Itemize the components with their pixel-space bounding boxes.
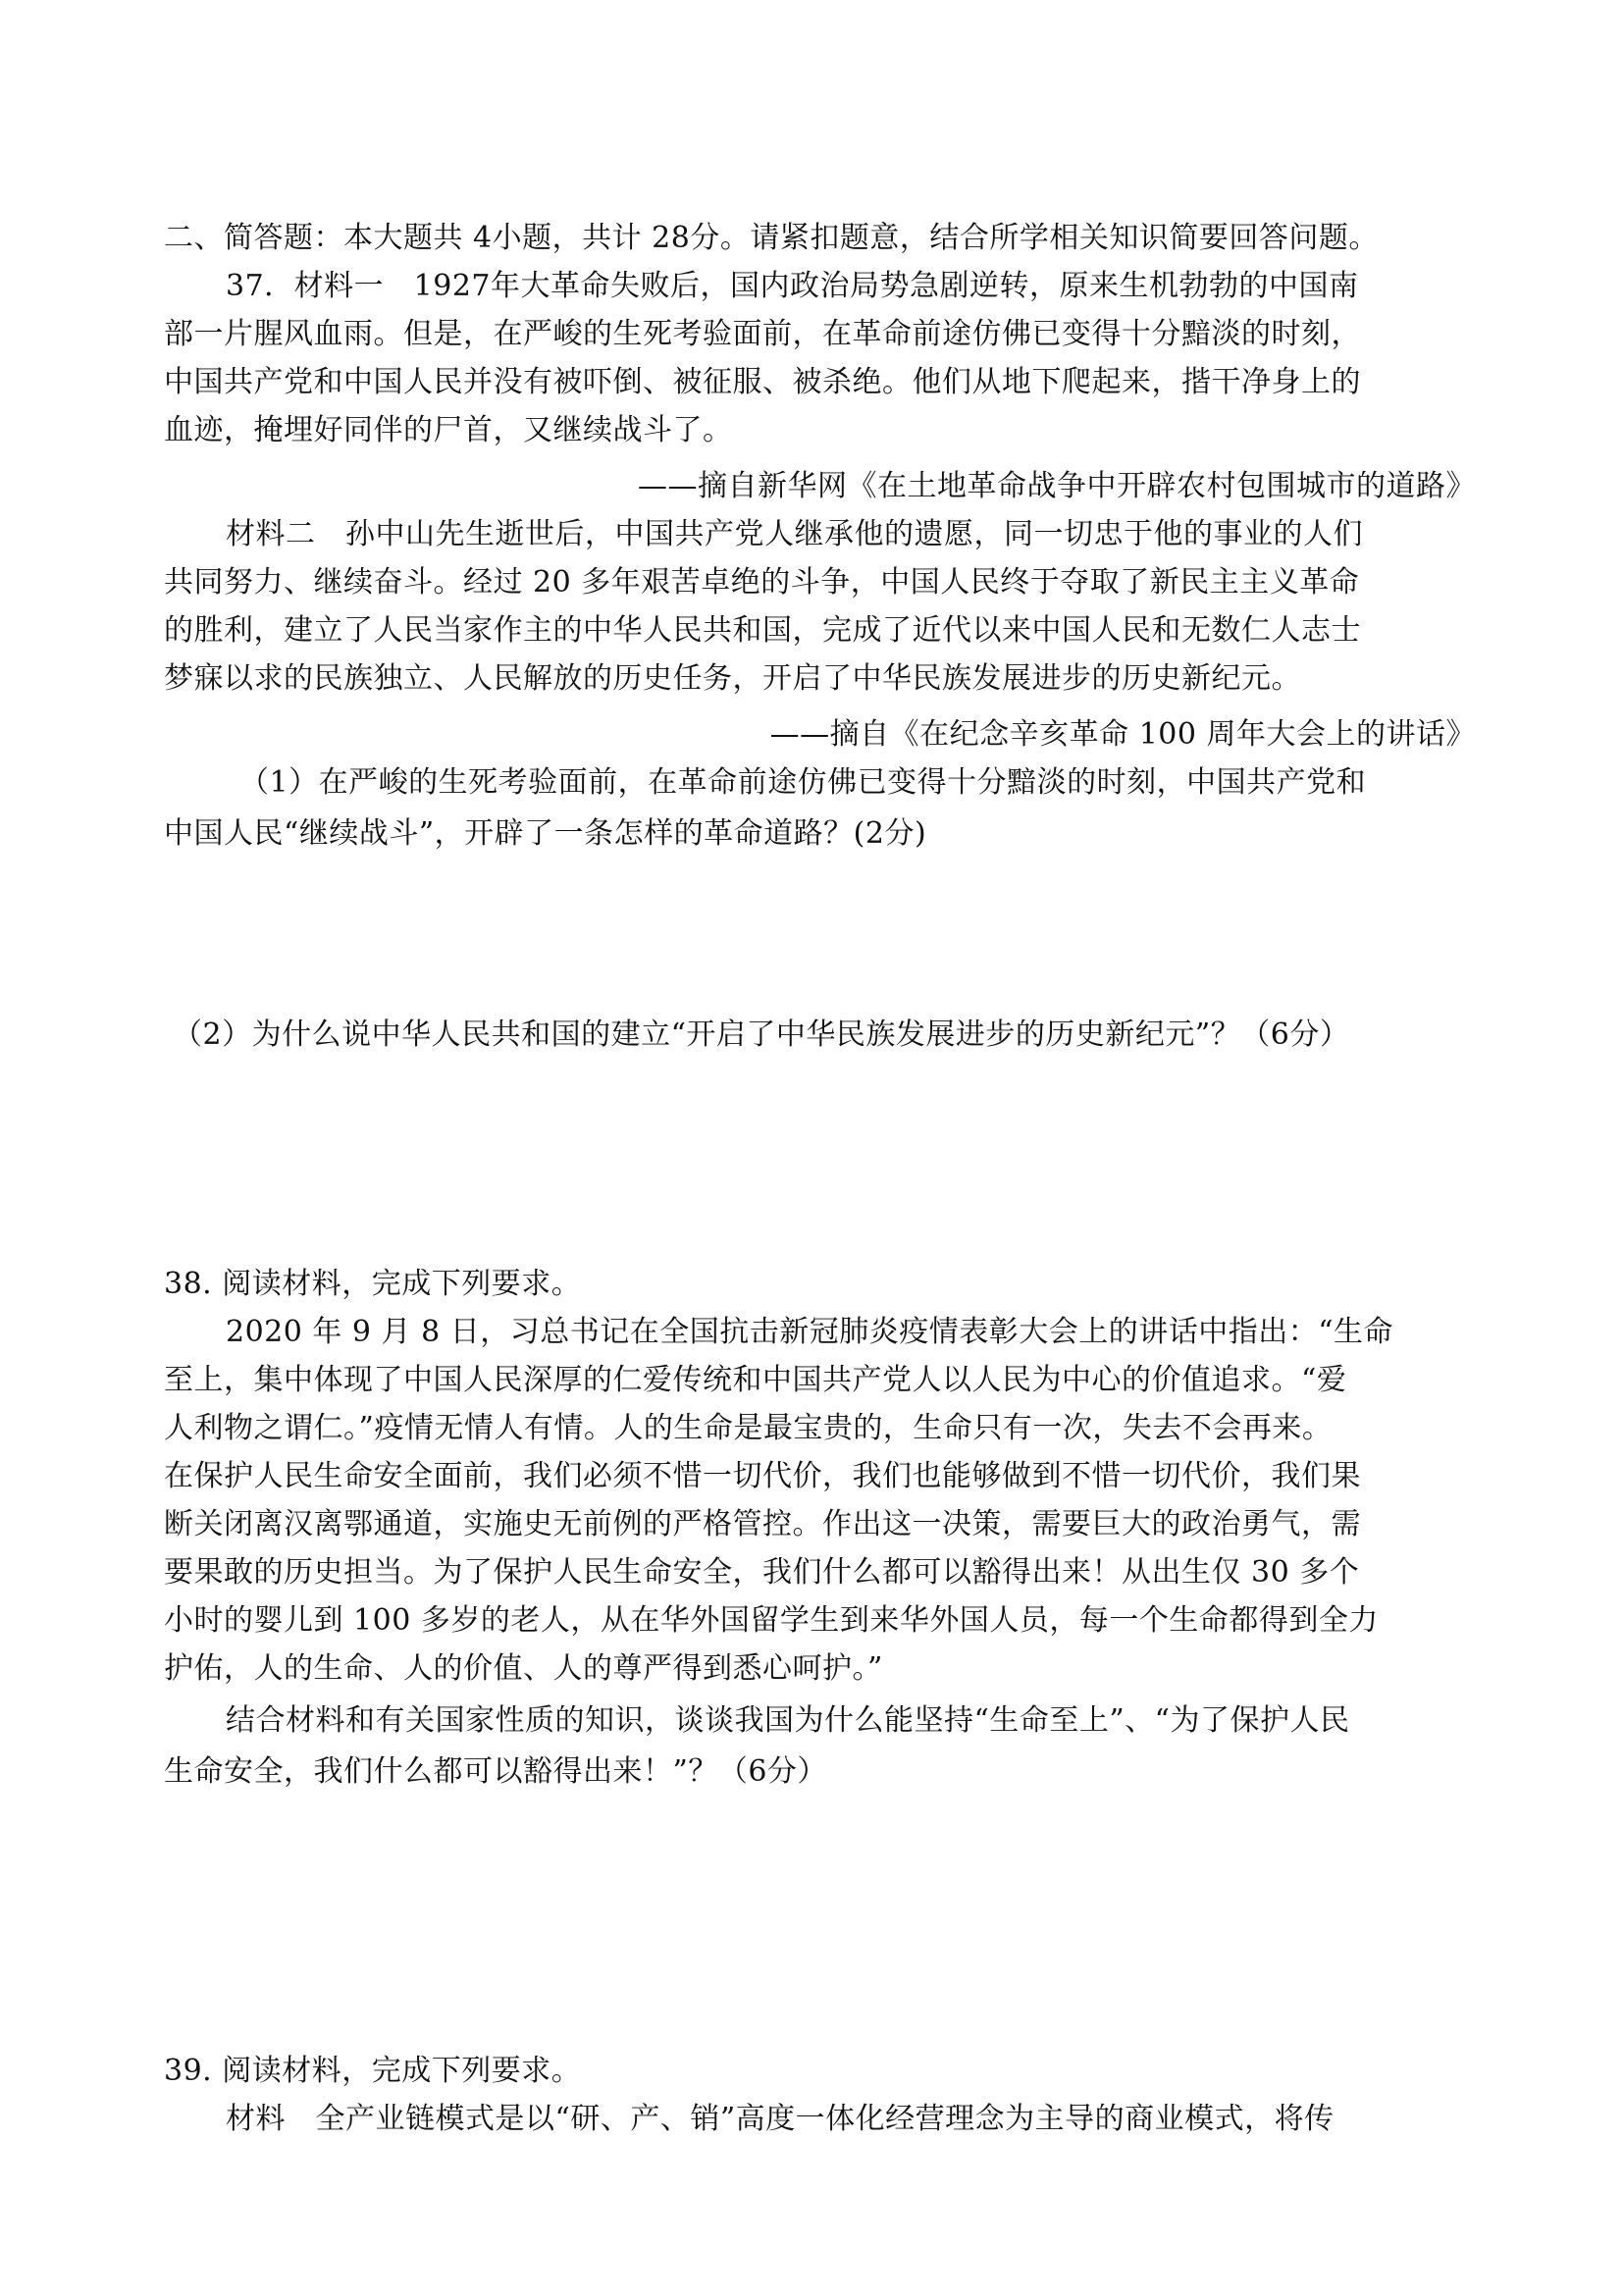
q37-sub1-line: 中国人民“继续战斗”，开辟了一条怎样的革命道路？(2分) — [164, 816, 927, 851]
q38-material-line: 至上，集中体现了中国人民深厚的仁爱传统和中国共产党人以人民为中心的价值追求。“爱 — [164, 1363, 1347, 1397]
q38-question-line: 生命安全，我们什么都可以豁得出来！”？（6分） — [164, 1754, 827, 1789]
q37-material1-line: 部一片腥风血雨。但是，在严峻的生死考验面前，在革命前途仿佛已变得十分黯淡的时刻， — [164, 317, 1361, 351]
q37-material2-line: 的胜利，建立了人民当家作主的中华人民共和国，完成了近代以来中国人民和无数仁人志士 — [164, 613, 1361, 648]
q37-sub2: （2）为什么说中华人民共和国的建立“开启了中华民族发展进步的历史新纪元”？（6分） — [173, 1018, 1350, 1052]
q39-title: 39. 阅读材料，完成下列要求。 — [164, 2054, 582, 2088]
q38-question-line: 结合材料和有关国家性质的知识，谈谈我国为什么能坚持“生命至上”、“为了保护人民 — [226, 1703, 1350, 1738]
q37-material1-source: ——摘自新华网《在土地革命战争中开辟农村包围城市的道路》 — [638, 469, 1476, 503]
q39-material-line: 材料 全产业链模式是以“研、产、销”高度一体化经营理念为主导的商业模式，将传 — [226, 2102, 1335, 2136]
q38-material-line: 护佑，人的生命、人的价值、人的尊严得到悉心呵护。” — [164, 1651, 883, 1686]
q38-title: 38. 阅读材料，完成下列要求。 — [164, 1267, 582, 1301]
q37-material2-line: 梦寐以求的民族独立、人民解放的历史任务，开启了中华民族发展进步的历史新纪元。 — [164, 661, 1301, 696]
q37-material2-source: ——摘自《在纪念辛亥革命 100 周年大会上的讲话》 — [769, 717, 1476, 752]
q38-material-line: 断关闭离汉离鄂通道，实施史无前例的严格管控。作出这一决策，需要巨大的政治勇气，需 — [164, 1507, 1361, 1541]
q38-material-line: 人利物之谓仁。”疫情无情人有情。人的生命是最宝贵的，生命只有一次，失去不会再来。 — [164, 1411, 1333, 1445]
q38-material-line: 2020 年 9 月 8 日，习总书记在全国抗击新冠肺炎疫情表彰大会上的讲话中指出：“生命 — [226, 1315, 1394, 1349]
q37-material2-line: 共同努力、继续奋斗。经过 20 多年艰苦卓绝的斗争，中国人民终于夺取了新民主主义革命 — [164, 565, 1360, 600]
q37-material2-line: 材料二 孙中山先生逝世后，中国共产党人继承他的遗愿，同一切忠于他的事业的人们 — [226, 517, 1363, 551]
section-heading: 二、简答题：本大题共 4小题，共计 28分。请紧扣题意，结合所学相关知识简要回答问题。 — [164, 221, 1379, 255]
q37-sub1-line: （1）在严峻的生死考验面前，在革命前途仿佛已变得十分黯淡的时刻，中国共产党和 — [239, 765, 1367, 800]
q38-material-line: 在保护人民生命安全面前，我们必须不惜一切代价，我们也能够做到不惜一切代价，我们果 — [164, 1459, 1361, 1493]
q37-material1-line: 37．材料一 1927年大革命失败后，国内政治局势急剧逆转，原来生机勃勃的中国南 — [226, 269, 1359, 303]
q37-material1-line: 血迹，掩埋好同伴的尸首，又继续战斗了。 — [164, 413, 733, 447]
q37-material1-line: 中国共产党和中国人民并没有被吓倒、被征服、被杀绝。他们从地下爬起来，揩干净身上的 — [164, 365, 1361, 399]
q38-material-line: 小时的婴儿到 100 多岁的老人，从在华外国留学生到来华外国人员，每一个生命都得到全力 — [164, 1603, 1379, 1638]
q38-material-line: 要果敢的历史担当。为了保护人民生命安全，我们什么都可以豁得出来！从出生仅 30 多个 — [164, 1555, 1360, 1590]
